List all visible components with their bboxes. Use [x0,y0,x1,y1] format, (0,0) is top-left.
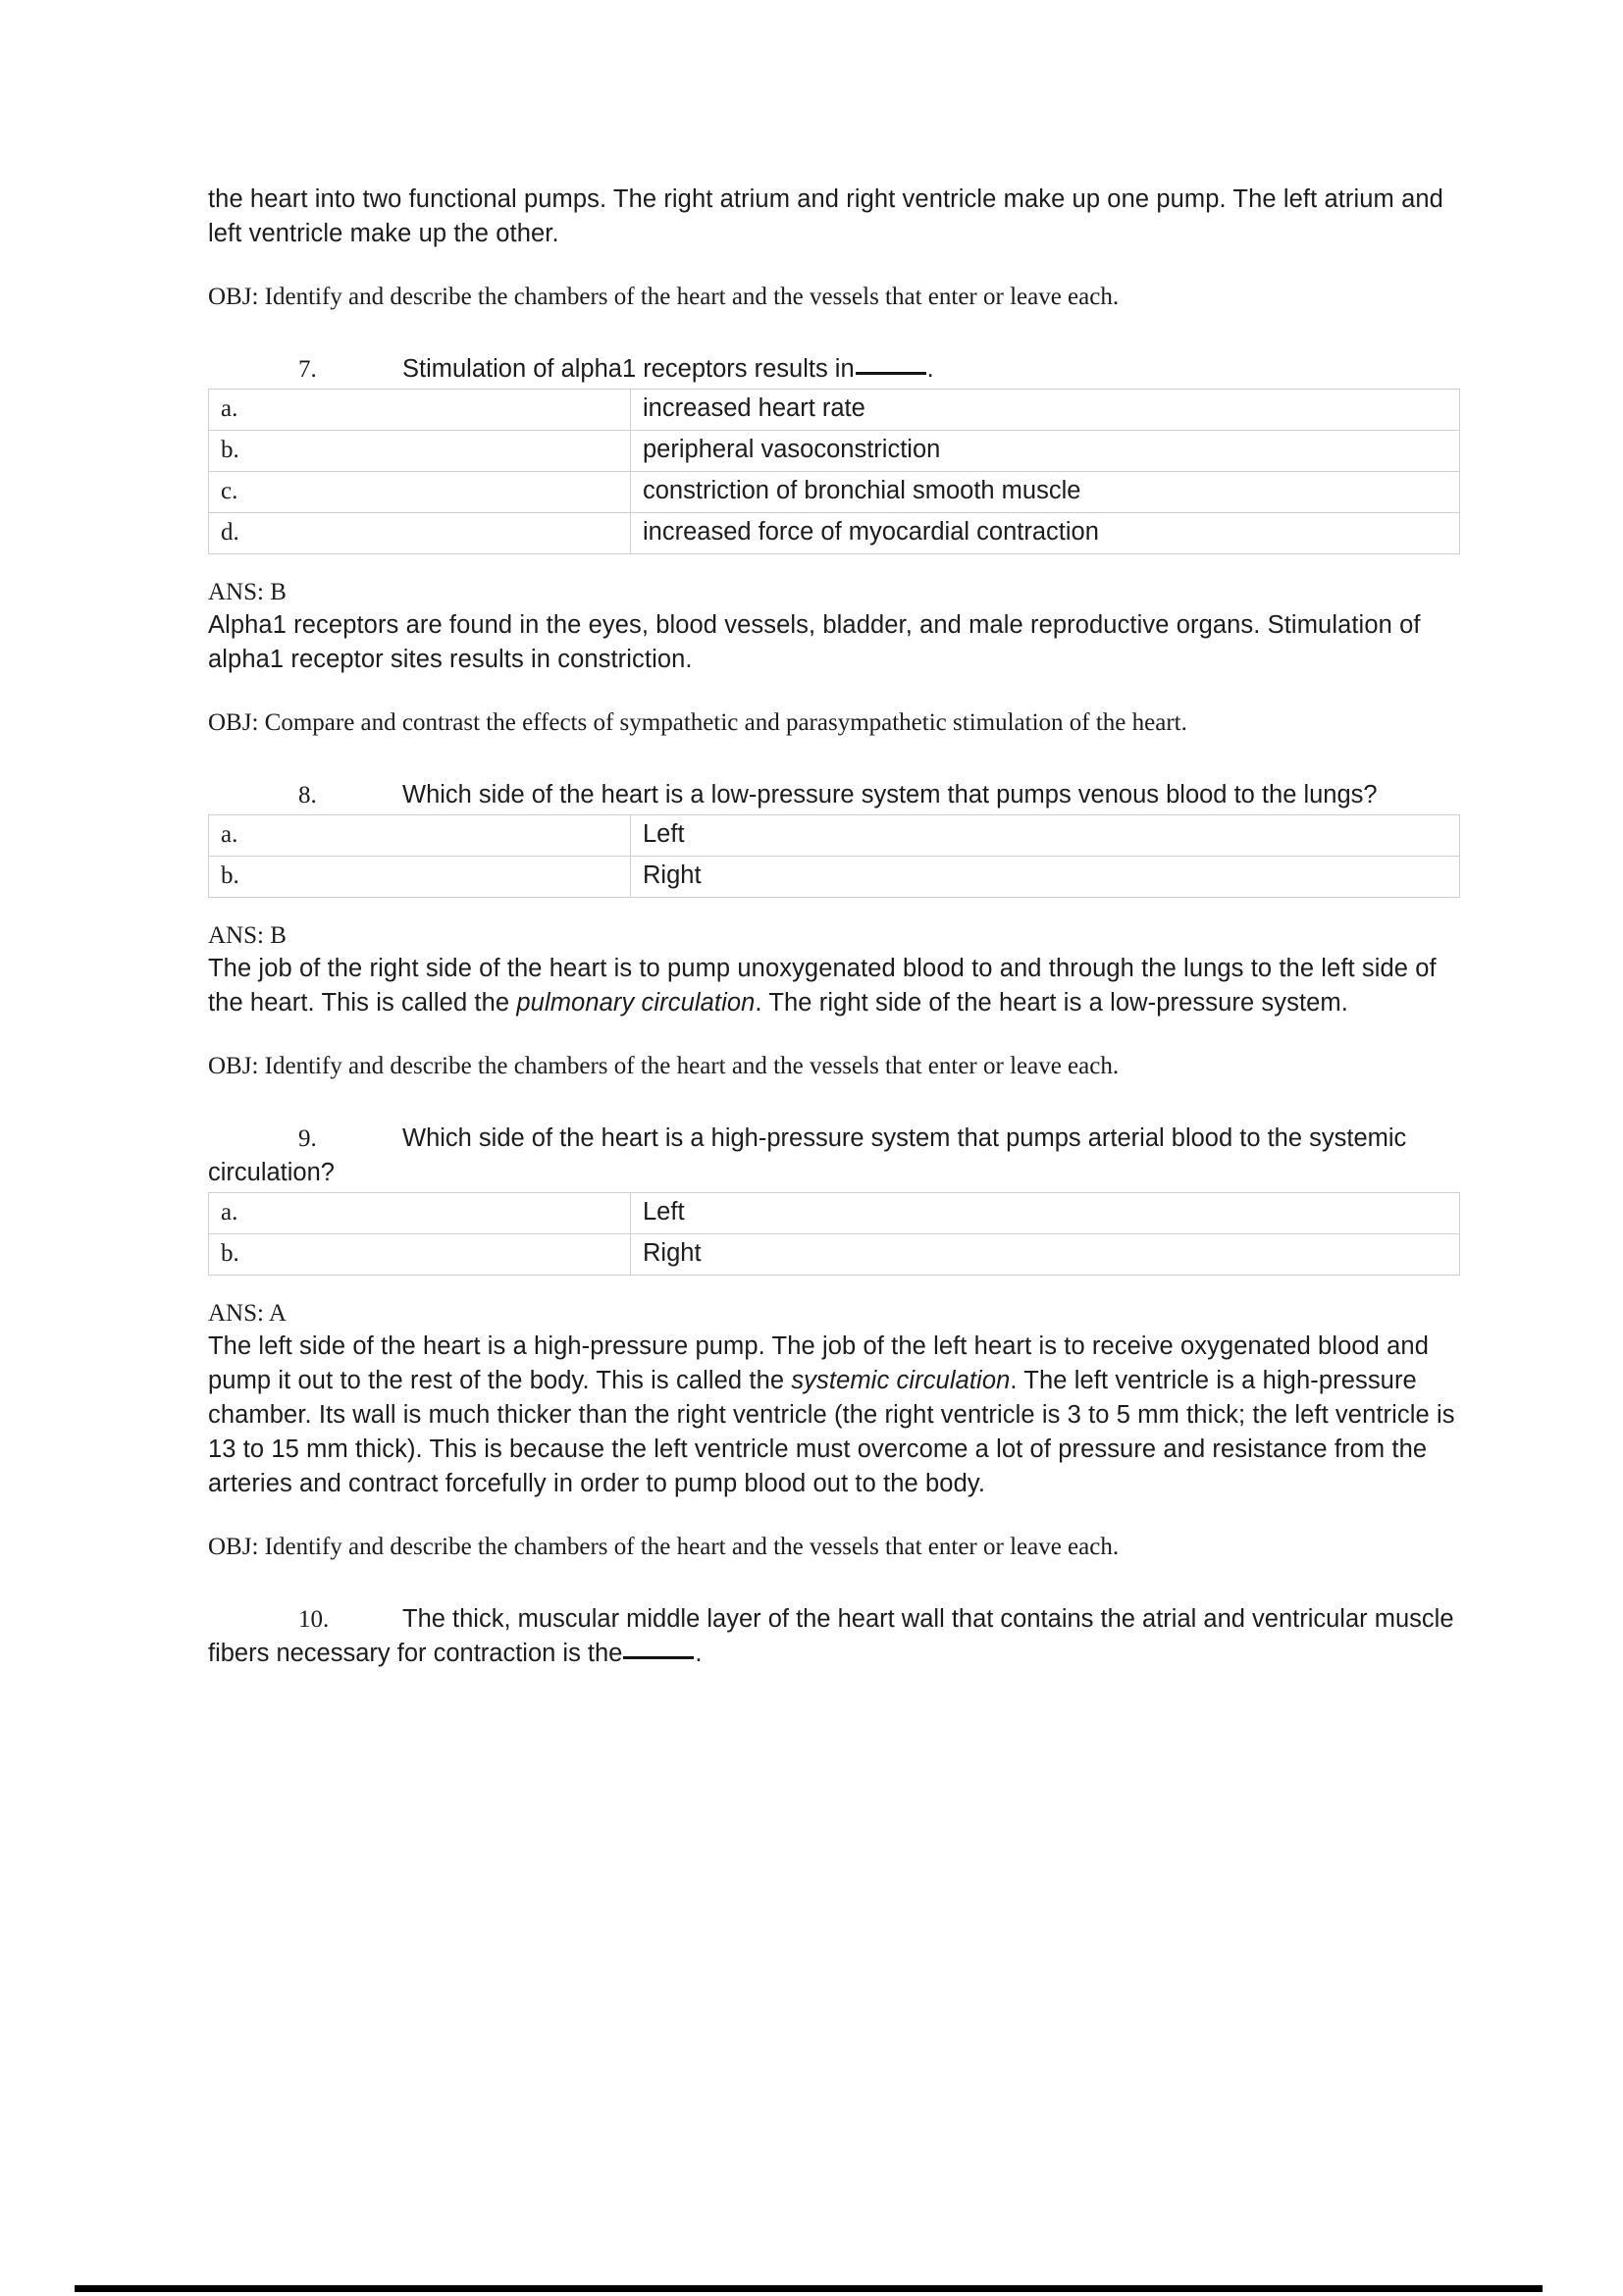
rationale-text: The left side of the heart is a high-pressure pump. The job of the left heart is to receive oxygenated blood and pump it out to the rest of the body. This is called the [208,1332,1429,1394]
question-stem [208,1122,1462,1190]
choice-text: Right [631,1234,1460,1276]
page-content [208,183,1462,1710]
spacer [208,1563,1462,1602]
table-row[interactable] [209,1234,1460,1276]
question-number: 7. [298,356,317,383]
question-block [208,1122,1462,1602]
table-row[interactable] [209,513,1460,554]
table-row[interactable] [209,815,1460,857]
choice-letter: b. [209,857,631,898]
choice-letter: b. [209,1234,631,1276]
question-block [208,1602,1462,1710]
intro-paragraph: the heart into two functional pumps. The right atrium and right ventricle make up one pump. The left atrium and left ventricle make up the other. [208,185,1443,247]
spacer [208,677,1462,706]
table-row[interactable] [209,1193,1460,1234]
table-row[interactable] [209,431,1460,472]
choice-letter: a. [209,390,631,431]
rationale-text: . The right side of the heart is a low-pressure system. [755,989,1348,1017]
answer-label: ANS: B [208,579,287,605]
answer-label: ANS: B [208,922,287,949]
table-row[interactable] [209,472,1460,513]
spacer [208,251,1462,281]
spacer [208,739,1462,778]
choice-letter: b. [209,431,631,472]
choice-text: Left [631,1193,1460,1234]
choices-table [208,814,1460,898]
choices-table [208,1192,1460,1276]
fill-in-blank [856,372,926,375]
choice-letter: d. [209,513,631,554]
rationale-emphasis: pulmonary circulation [516,989,756,1017]
rationale-emphasis: systemic circulation [791,1367,1011,1394]
question-number: 10. [298,1606,330,1633]
page-bottom-rule [75,2285,1543,2292]
question-number: 9. [298,1125,317,1152]
question-text: Which side of the heart is a high-pressure system that pumps arterial blood to the systemic circulation? [208,1124,1407,1186]
answer-rationale [208,608,1462,677]
choices-table [208,389,1460,554]
answer-rationale [208,1330,1462,1501]
question-text-after-blank: . [926,355,934,383]
objective-line: OBJ: Compare and contrast the effects of sympathetic and parasympathetic stimulation of the heart. [208,709,1187,736]
question-block [208,352,1462,778]
choice-letter: a. [209,1193,631,1234]
question-text: Stimulation of alpha1 receptors results in [402,355,855,383]
rationale-text: The job of the right side of the heart is to pump unoxygenated blood to and through the lungs to the left side of the heart. This is called the [208,955,1437,1017]
question-block [208,778,1462,1122]
spacer [208,313,1462,352]
answer-rationale [208,952,1462,1020]
question-text-after-blank: . [695,1640,703,1667]
table-row[interactable] [209,390,1460,431]
questions-list [208,352,1462,1710]
rationale-text: . The left ventricle is a high-pressure chamber. Its wall is much thicker than the right ventricle (the right ventricle is 3 to 5 mm thick; the left ventricle is 13 to 15 mm thick). This is because the left ventricle must overcome a lot of pressure and resistance from the arteries and contract forcefully in order to pump blood out to the body. [208,1367,1455,1497]
fill-in-blank [623,1656,694,1659]
choice-text: increased force of myocardial contraction [631,513,1460,554]
spacer [208,898,1462,919]
spacer [208,1276,1462,1297]
answer-label: ANS: A [208,1300,287,1327]
choice-text: Left [631,815,1460,857]
spacer [208,1082,1462,1122]
spacer [208,1671,1462,1710]
objective-line: OBJ: Identify and describe the chambers of the heart and the vessels that enter or leave each. [208,1053,1120,1079]
question-stem [208,778,1462,812]
objective-line: OBJ: Identify and describe the chambers of the heart and the vessels that enter or leave each. [208,1534,1120,1560]
spacer [208,1020,1462,1050]
choice-text: constriction of bronchial smooth muscle [631,472,1460,513]
question-number: 8. [298,782,317,809]
question-text: The thick, muscular middle layer of the heart wall that contains the atrial and ventricular muscle fibers necessary for contraction is the [208,1605,1454,1667]
question-stem [208,1602,1462,1671]
question-stem [208,352,1462,387]
question-text: Which side of the heart is a low-pressure system that pumps venous blood to the lungs? [402,781,1378,809]
rationale-text: Alpha1 receptors are found in the eyes, blood vessels, bladder, and male reproductive organs. Stimulation of alpha1 receptor sites results in constriction. [208,611,1421,673]
spacer [208,554,1462,576]
table-row[interactable] [209,857,1460,898]
intro-objective: OBJ: Identify and describe the chambers of the heart and the vessels that enter or leave each. [208,284,1120,310]
choice-text: Right [631,857,1460,898]
choice-text: peripheral vasoconstriction [631,431,1460,472]
choice-text: increased heart rate [631,390,1460,431]
spacer [208,1501,1462,1531]
choice-letter: c. [209,472,631,513]
choice-letter: a. [209,815,631,857]
